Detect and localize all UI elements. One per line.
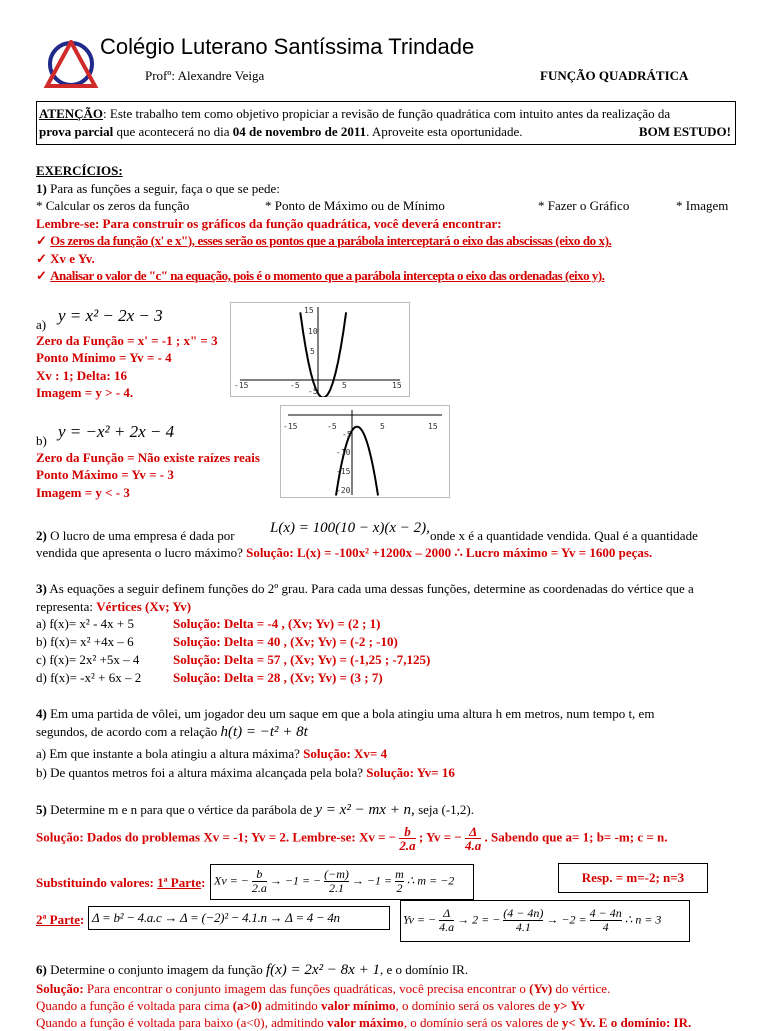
- graph-a-xtick: -15: [234, 381, 249, 390]
- q1-item-c: ✓ Analisar o valor de "c" na equação, pois é o momento que a parábola intercepta o eixo das ordenadas (eixo y).: [36, 268, 605, 283]
- q1a-min-point: Ponto Mínimo = Yv = - 4: [36, 350, 172, 365]
- q5-solution: Solução: Dados do problemas Xv = -1; Yv = 2. Lembre-se: Xv = − $\frac{b}{2.a}$ ; Yv = − $\frac{\Delta}{4.a}$ . Sabendo que a= 1; b= -m; c = n.: [36, 824, 668, 853]
- check-icon: ✓: [36, 251, 47, 266]
- q5-part2-label: 2ª Parte:: [36, 912, 85, 927]
- check-icon: ✓: [36, 233, 47, 248]
- q4-statement: 4) Em uma partida de vôlei, um jogador deu um saque em que a bola atingiu uma altura h em metros, num tempo t, em: [36, 706, 655, 721]
- q1b-zeros: Zero da Função = Não existe raízes reais: [36, 450, 260, 465]
- q3-solution: Solução: Delta = 28 , (Xv; Yv) = (3 ; 7): [173, 670, 383, 685]
- graph-b-ytick: -15: [336, 467, 351, 476]
- q1b-label: b): [36, 433, 47, 448]
- school-name: Colégio Luterano Santíssima Trindade: [100, 34, 475, 59]
- graph-a-ytick: 10: [308, 327, 318, 336]
- q5-statement: 5) Determine m e n para que o vértice da parábola de y = x² − mx + n, seja (-1,2).: [36, 802, 475, 818]
- q1-item-zeros: ✓ Os zeros da função (x' e x"), esses serão os pontos que a parábola interceptará o eixo das abscissas (eixo do x).: [36, 233, 612, 248]
- q4-statement2: segundos, de acordo com a relação h(t) = −t² + 8t: [36, 724, 308, 740]
- q2-line2: vendida que apresenta o lucro máximo? Solução: L(x) = -100x² +1200x – 2000 ∴ Lucro máximo = Yv = 1600 peças.: [36, 545, 653, 560]
- topic-title: FUNÇÃO QUADRÁTICA: [540, 68, 689, 83]
- q1-task-max-min: * Ponto de Máximo ou de Mínimo: [265, 198, 445, 213]
- graph-b-xtick: -15: [283, 422, 298, 431]
- graph-b-xtick: -5: [327, 422, 337, 431]
- q3-solution: Solução: Delta = 40 , (Xv; Yv) = (-2 ; -10): [173, 634, 398, 649]
- q2-line1b: onde x é a quantidade vendida. Qual é a quantidade: [430, 528, 698, 543]
- q1a-zeros: Zero da Função = x' = -1 ; x" = 3: [36, 333, 218, 348]
- q5-sub-label: Substituindo valores: 1ª Parte:: [36, 875, 206, 890]
- q3-row: d) f(x)= -x² + 6x – 2: [36, 670, 142, 685]
- graph-b-ytick: -10: [336, 448, 351, 457]
- q6-solution: Solução: Para encontrar o conjunto imagem das funções quadráticas, você precisa encontrar o (Yv) do vértice.: [36, 981, 611, 996]
- graph-a-ytick: -5: [308, 387, 318, 396]
- graph-a-xtick: 15: [392, 381, 402, 390]
- graph-b: [280, 405, 450, 498]
- graph-a: [230, 302, 410, 397]
- q1a-image: Imagem = y > - 4.: [36, 385, 134, 400]
- q5-part2b-box: Yv = − $\frac{\Delta}{4.a}$ → 2 = − $\frac{(4 - 4n)}{4.1}$ → −2 = $\frac{4 - 4n}{4}$ ∴ n = 3: [400, 900, 690, 942]
- check-icon: ✓: [36, 268, 47, 283]
- graph-a-xtick: -5: [290, 381, 300, 390]
- q5-part1-box: Xv = − $\frac{b}{2.a}$ → −1 = − $\frac{(-m)}{2.1}$ → −1 = $\frac{m}{2}$ ∴ m = −2: [210, 864, 474, 900]
- graph-b-xtick: 5: [380, 422, 385, 431]
- graph-a-ytick: 15: [304, 306, 314, 315]
- q6-line3: Quando a função é voltada para baixo (a<0), admitindo valor máximo, o domínio será os valores de y< Yv. E o domínio: IR.: [36, 1015, 692, 1030]
- exercises-title: EXERCÍCIOS:: [36, 163, 123, 178]
- notice-bold: prova parcial: [39, 124, 114, 139]
- q2-formula: L(x) = 100(10 − x)(x − 2),: [270, 520, 430, 536]
- q1b-function: y = −x² + 2x − 4: [58, 422, 175, 441]
- q2-solution: Solução: L(x) = -100x² +1200x – 2000 ∴ Lucro máximo = Yv = 1600 peças.: [246, 545, 653, 560]
- q1a-function: y = x² − 2x − 3: [58, 306, 163, 325]
- graph-b-ytick: -5: [342, 430, 352, 439]
- q1-statement: 1) Para as funções a seguir, faça o que se pede:: [36, 181, 280, 196]
- q1b-image: Imagem = y < - 3: [36, 485, 130, 500]
- q3-solution: Solução: Delta = 57 , (Xv; Yv) = (-1,25 ; -7,125): [173, 652, 431, 667]
- q4-b: b) De quantos metros foi a altura máxima alcançada pela bola? Solução: Yv= 16: [36, 765, 455, 780]
- notice-box: [36, 101, 736, 145]
- q4-formula: h(t) = −t² + 8t: [220, 724, 308, 740]
- school-logo: [40, 40, 102, 90]
- q3-row: b) f(x)= x² +4x – 6: [36, 634, 134, 649]
- graph-b-xtick: 15: [428, 422, 438, 431]
- q6-line2: Quando a função é voltada para cima (a>0) admitindo valor mínimo, o domínio será os valores de y> Yv: [36, 998, 585, 1013]
- notice-label: ATENÇÃO: [39, 106, 104, 121]
- graph-b-ytick: -20: [336, 486, 351, 495]
- notice-text: : Este trabalho tem como objetivo propiciar a revisão de função quadrática com intuito antes da realização da: [103, 106, 671, 121]
- teacher-name: Profº: Alexandre Veiga: [145, 68, 265, 83]
- q1a-label: a): [36, 317, 47, 332]
- notice-text3: . Aproveite esta oportunidade.: [366, 124, 523, 139]
- q2-line1: 2) O lucro de uma empresa é dada por: [36, 528, 235, 543]
- q1-task-zeros: * Calcular os zeros da função: [36, 198, 190, 213]
- q5-answer: Resp. = m=-2; n=3: [558, 863, 708, 893]
- q3-row: c) f(x)= 2x² +5x – 4: [36, 652, 140, 667]
- q6-statement: 6) Determine o conjunto imagem da função f(x) = 2x² − 8x + 1, e o domínio IR.: [36, 962, 469, 978]
- q3-solution: Solução: Delta = -4 , (Xv; Yv) = (2 ; 1): [173, 616, 381, 631]
- q3-statement: 3) As equações a seguir definem funções do 2º grau. Para cada uma dessas funções, determine as coordenadas do vértice que a: [36, 581, 694, 596]
- q1-task-graph: * Fazer o Gráfico: [538, 198, 630, 213]
- notice-text2: que acontecerá no dia: [113, 124, 233, 139]
- graph-a-xtick: 5: [342, 381, 347, 390]
- q4-a: a) Em que instante a bola atingiu a altura máxima? Solução: Xv= 4: [36, 746, 388, 761]
- q1-reminder: Lembre-se: Para construir os gráficos da função quadrática, você deverá encontrar:: [36, 216, 502, 231]
- graph-a-ytick: 5: [310, 347, 315, 356]
- q1a-vertex-delta: Xv : 1; Delta: 16: [36, 368, 127, 383]
- q3-statement2: representa: Vértices (Xv; Yv): [36, 599, 192, 614]
- notice-date: 04 de novembro de 2011: [232, 124, 367, 139]
- q1-item-vertex: ✓ Xv e Yv.: [36, 251, 95, 266]
- q5-part2-box: Δ = b² − 4.a.c → Δ = (−2)² − 4.1.n → Δ = 4 − 4n: [88, 906, 390, 930]
- q1-task-image: * Imagem: [676, 198, 729, 213]
- notice-farewell: BOM ESTUDO!: [638, 124, 731, 139]
- q1b-max-point: Ponto Máximo = Yv = - 3: [36, 467, 174, 482]
- q3-row: a) f(x)= x² - 4x + 5: [36, 616, 134, 631]
